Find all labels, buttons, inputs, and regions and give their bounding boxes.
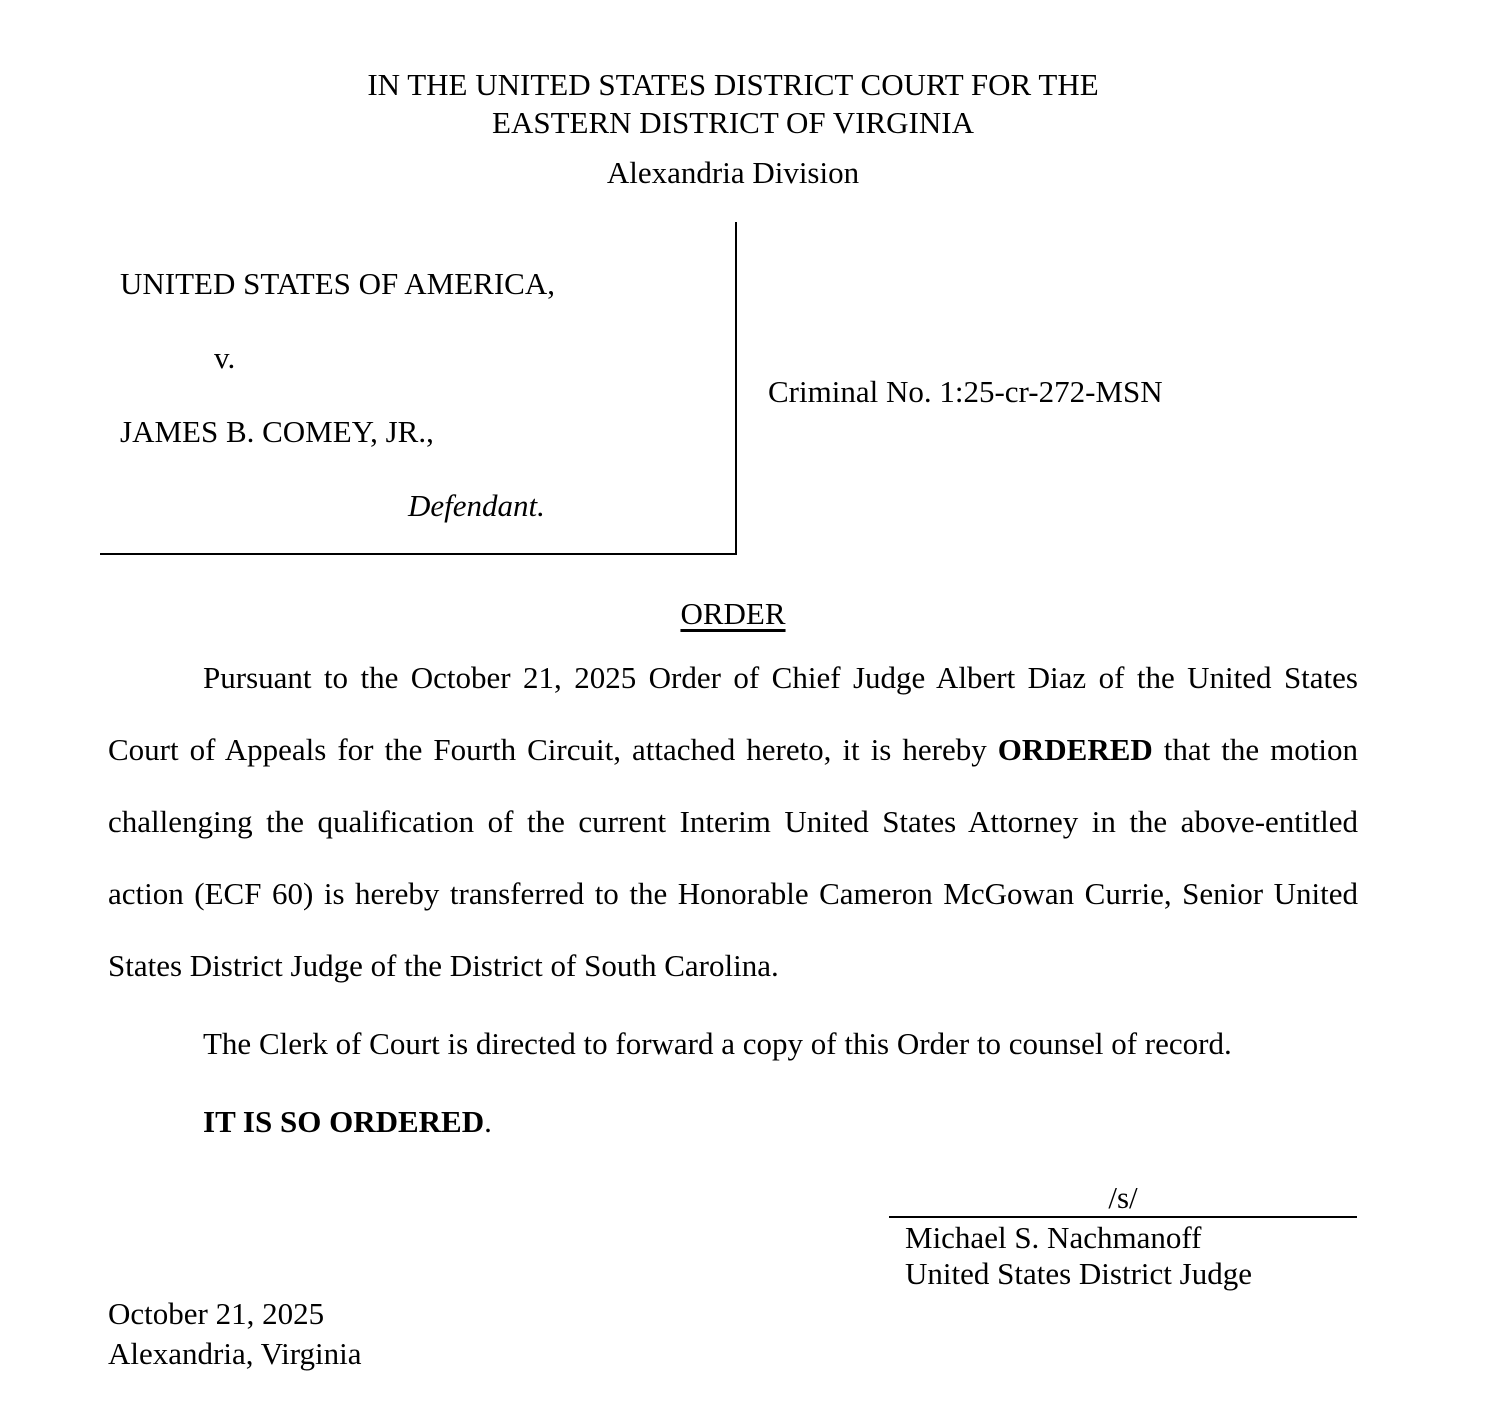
electronic-signature-mark: /s/ [889, 1180, 1357, 1218]
versus-abbreviation: v. [214, 340, 236, 375]
order-paragraph-1 [108, 642, 1358, 1002]
paragraph-3-period: . [484, 1104, 492, 1139]
document-header [108, 66, 1358, 192]
judge-title: United States District Judge [905, 1256, 1252, 1291]
court-name [108, 66, 1358, 142]
it-is-so-ordered-bold: IT IS SO ORDERED [203, 1104, 485, 1139]
order-heading: ORDER [680, 596, 786, 631]
signature-block [889, 1180, 1357, 1292]
judge-name: Michael S. Nachmanoff [905, 1220, 1202, 1255]
court-name-line2: EASTERN DISTRICT OF VIRGINIA [492, 105, 974, 140]
case-caption-box [100, 222, 737, 555]
ordered-bold-word: ORDERED [997, 732, 1153, 767]
division-line: Alexandria Division [606, 155, 860, 190]
order-date: October 21, 2025 [108, 1296, 325, 1331]
order-place: Alexandria, Virginia [108, 1336, 362, 1371]
plaintiff-name: UNITED STATES OF AMERICA, [120, 266, 555, 301]
order-body [108, 594, 1358, 1158]
order-paragraph-3 [108, 1086, 1358, 1158]
paragraph-1-text-end: that the motion challenging the qualification of the current Interim United States Attorney in the above-entitled action (ECF 60) is hereby transferred to the Honorable Cameron McGowan Currie, Senior United States District Judge of the District of South Carolina. [108, 732, 1359, 983]
order-paragraph-2: The Clerk of Court is directed to forward a copy of this Order to counsel of record. [203, 1026, 1232, 1061]
date-place-block [108, 1294, 362, 1374]
paragraph-1-text-start: Pursuant to the October 21, 2025 Order of Chief Judge Albert Diaz of the United States Court of Appeals for the Fourth Circuit, attached hereto, it is hereby [108, 660, 1358, 767]
court-name-line1: IN THE UNITED STATES DISTRICT COURT FOR THE [367, 67, 1099, 102]
case-number: Criminal No. 1:25-cr-272-MSN [768, 374, 1163, 409]
defendant-role-label: Defendant. [408, 488, 545, 523]
defendant-name: JAMES B. COMEY, JR., [120, 414, 434, 449]
